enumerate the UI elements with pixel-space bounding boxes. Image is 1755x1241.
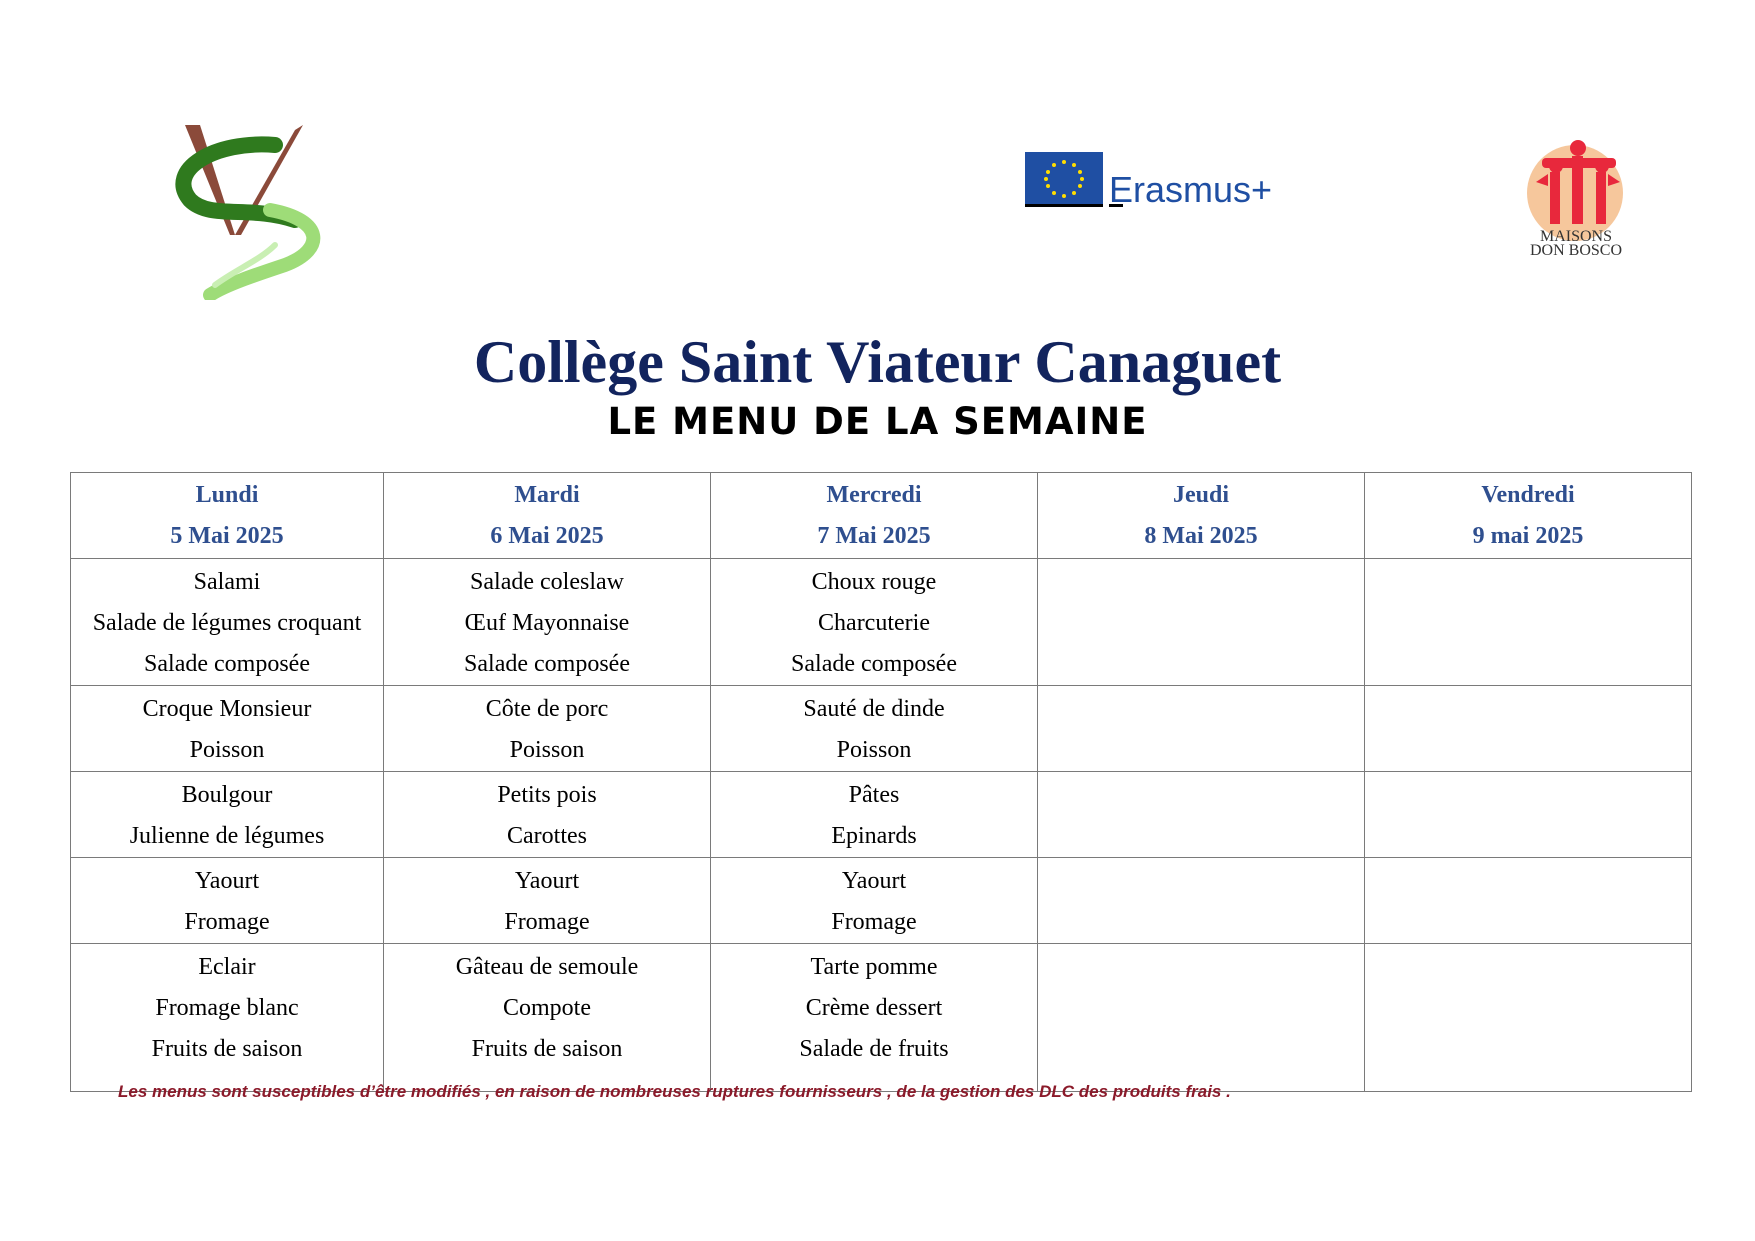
menu-item: Yaourt bbox=[514, 868, 580, 894]
menu-item: Salami bbox=[193, 569, 261, 595]
day-header bbox=[711, 473, 1038, 559]
menu-cell bbox=[71, 686, 384, 772]
menu-cell bbox=[1038, 858, 1365, 944]
menu-item: Salade composée bbox=[464, 651, 630, 677]
menu-cell bbox=[1365, 772, 1692, 858]
page-subtitle: LE MENU DE LA SEMAINE bbox=[607, 400, 1148, 443]
menu-item: Petits pois bbox=[497, 782, 597, 808]
menu-cell bbox=[1038, 686, 1365, 772]
menu-item: Gâteau de semoule bbox=[455, 954, 639, 980]
menu-cell bbox=[711, 686, 1038, 772]
menu-cell bbox=[711, 559, 1038, 686]
menu-cell bbox=[711, 772, 1038, 858]
menu-item: Crème dessert bbox=[805, 995, 943, 1021]
menu-row bbox=[71, 772, 1692, 858]
menu-item: Œuf Mayonnaise bbox=[464, 610, 630, 636]
menu-item: Croque Monsieur bbox=[142, 696, 312, 722]
day-header bbox=[71, 473, 384, 559]
menu-cell bbox=[1038, 559, 1365, 686]
menu-cell bbox=[1038, 772, 1365, 858]
menu-cell bbox=[1365, 559, 1692, 686]
menu-cell bbox=[711, 858, 1038, 944]
day-date: 5 Mai 2025 bbox=[170, 523, 284, 549]
menu-item: Charcuterie bbox=[818, 610, 930, 636]
menu-cell bbox=[384, 559, 711, 686]
menu-item: Tarte pomme bbox=[810, 954, 938, 980]
menu-item: Poisson bbox=[509, 737, 585, 763]
table-header-row bbox=[71, 473, 1692, 559]
menu-item: Fromage blanc bbox=[155, 995, 299, 1021]
day-name: Mercredi bbox=[826, 482, 922, 508]
menu-cell bbox=[1365, 686, 1692, 772]
menu-item: Pâtes bbox=[848, 782, 900, 808]
menu-cell bbox=[71, 858, 384, 944]
don-bosco-text-1: MAISONS bbox=[1539, 228, 1613, 245]
day-header bbox=[1038, 473, 1365, 559]
menu-row bbox=[71, 944, 1692, 1092]
menu-cell bbox=[384, 858, 711, 944]
menu-item: Fromage bbox=[504, 909, 590, 935]
weekly-menu-table bbox=[70, 472, 1692, 1092]
menu-item: Yaourt bbox=[841, 868, 907, 894]
menu-cell bbox=[384, 772, 711, 858]
day-name: Lundi bbox=[195, 482, 259, 508]
menu-item: Sauté de dinde bbox=[803, 696, 945, 722]
menu-cell bbox=[1038, 944, 1365, 1092]
menu-cell bbox=[1365, 858, 1692, 944]
menu-item: Compote bbox=[503, 995, 591, 1021]
erasmus-text: Erasmus+ bbox=[1109, 169, 1273, 210]
menu-item: Julienne de légumes bbox=[129, 823, 325, 849]
menu-cell bbox=[71, 944, 384, 1092]
menu-cell bbox=[384, 686, 711, 772]
menu-cell bbox=[384, 944, 711, 1092]
day-date: 9 mai 2025 bbox=[1472, 523, 1584, 549]
menu-item: Fromage bbox=[184, 909, 270, 935]
menu-item: Epinards bbox=[831, 823, 917, 849]
day-date: 6 Mai 2025 bbox=[490, 523, 604, 549]
menu-item: Salade de fruits bbox=[799, 1036, 949, 1062]
day-name: Mardi bbox=[514, 482, 580, 508]
don-bosco-logo bbox=[1520, 138, 1640, 263]
footer-note: Les menus sont susceptibles d’être modifiés , en raison de nombreuses ruptures fournisseurs , de la gestion des DLC des produits frais . bbox=[118, 1082, 1231, 1101]
menu-row bbox=[71, 686, 1692, 772]
menu-item: Poisson bbox=[836, 737, 912, 763]
erasmus-logo bbox=[1025, 152, 1285, 212]
menu-item: Fruits de saison bbox=[471, 1036, 623, 1062]
menu-cell bbox=[71, 559, 384, 686]
don-bosco-text-2: DON BOSCO bbox=[1529, 242, 1623, 259]
menu-row bbox=[71, 858, 1692, 944]
menu-item: Poisson bbox=[189, 737, 265, 763]
menu-item: Salade composée bbox=[791, 651, 957, 677]
menu-cell bbox=[1365, 944, 1692, 1092]
menu-item: Salade composée bbox=[144, 651, 310, 677]
page-title: Collège Saint Viateur Canaguet bbox=[473, 329, 1282, 395]
menu-item: Salade coleslaw bbox=[470, 569, 624, 595]
menu-item: Eclair bbox=[198, 954, 256, 980]
menu-item: Côte de porc bbox=[485, 696, 609, 722]
eu-flag-icon bbox=[1025, 152, 1285, 212]
menu-item: Carottes bbox=[507, 823, 587, 849]
menu-cell bbox=[71, 772, 384, 858]
day-date: 7 Mai 2025 bbox=[817, 523, 931, 549]
day-header bbox=[384, 473, 711, 559]
day-name: Jeudi bbox=[1172, 482, 1229, 508]
day-header bbox=[1365, 473, 1692, 559]
day-name: Vendredi bbox=[1481, 482, 1575, 508]
menu-item: Salade de légumes croquant bbox=[92, 610, 362, 636]
menu-item: Choux rouge bbox=[811, 569, 937, 595]
saint-viateur-logo bbox=[175, 125, 335, 300]
menu-item: Fromage bbox=[831, 909, 917, 935]
menu-item: Fruits de saison bbox=[151, 1036, 303, 1062]
menu-item: Yaourt bbox=[194, 868, 260, 894]
menu-row bbox=[71, 559, 1692, 686]
menu-item: Boulgour bbox=[181, 782, 273, 808]
menu-cell bbox=[711, 944, 1038, 1092]
day-date: 8 Mai 2025 bbox=[1144, 523, 1258, 549]
